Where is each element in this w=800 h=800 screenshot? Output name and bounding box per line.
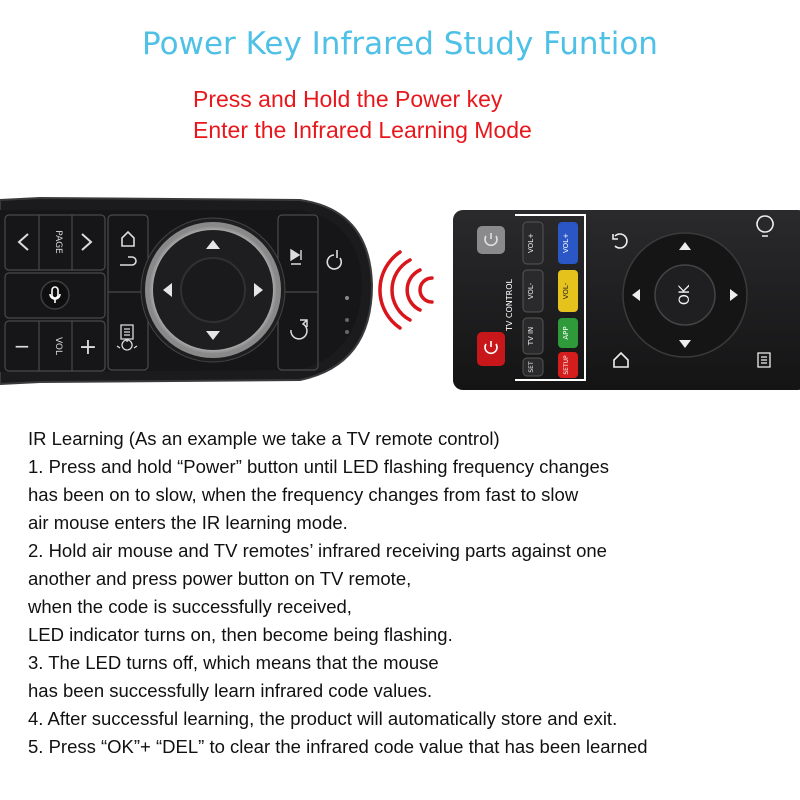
- instruction-line: air mouse enters the IR learning mode.: [28, 512, 348, 533]
- instruction-line: 3. The LED turns off, which means that the mouse: [28, 652, 439, 673]
- instruction-line: has been on to slow, when the frequency changes from fast to slow: [28, 484, 579, 505]
- subtitle-line-2: Enter the Infrared Learning Mode: [193, 117, 532, 143]
- instruction-line: has been successfully learn infrared code values.: [28, 680, 433, 701]
- instruction-line: another and press power button on TV remote,: [28, 568, 412, 589]
- vol-plus-label: +: [78, 335, 98, 360]
- instruction-line: 5. Press “OK”+ “DEL” to clear the infrared code value that has been learned: [28, 736, 648, 757]
- instructions-heading: IR Learning (As an example we take a TV remote control): [28, 428, 500, 449]
- vol-minus-color-label: VOL-: [562, 282, 570, 300]
- instruction-line: LED indicator turns on, then become being flashing.: [28, 624, 453, 645]
- tv-vol-plus-label: VOL+: [527, 233, 535, 253]
- vol-label: VOL: [53, 336, 63, 356]
- tv-vol-minus-label: VOL-: [527, 282, 535, 300]
- remotes-illustration: [0, 170, 800, 410]
- tv-power-button[interactable]: [477, 332, 505, 366]
- page-label: PAGE: [53, 230, 63, 254]
- instruction-line: when the code is successfully received,: [28, 596, 352, 617]
- voice-button[interactable]: [41, 281, 69, 309]
- instruction-line: 4. After successful learning, the product will automatically store and exit.: [28, 708, 618, 729]
- vol-plus-color-label: VOL+: [562, 233, 570, 253]
- instruction-line: 2. Hold air mouse and TV remotes’ infrared receiving parts against one: [28, 540, 607, 561]
- led-indicator: [345, 296, 349, 300]
- tv-learn-power-button[interactable]: [477, 226, 505, 254]
- page-title: Power Key Infrared Study Funtion: [142, 26, 658, 62]
- tv-control-label: TV CONTROL: [505, 279, 514, 331]
- infrared-signal-icon: [380, 252, 432, 328]
- tv-remote: [453, 210, 800, 390]
- ok-button[interactable]: [181, 258, 245, 322]
- ir-learning-instructions: [28, 425, 793, 761]
- tv-set-label: SET: [528, 361, 535, 373]
- tv-in-label: TV IN: [527, 326, 535, 346]
- vol-minus-label: −: [13, 334, 31, 358]
- instruction-line: 1. Press and hold “Power” button until LED flashing frequency changes: [28, 456, 610, 477]
- air-mouse-remote: [0, 198, 372, 384]
- tv-ok-label: OK: [677, 284, 693, 306]
- subtitle-line-1: Press and Hold the Power key: [193, 86, 503, 112]
- setup-label: SETUP: [563, 355, 570, 375]
- app-label: APP: [562, 326, 570, 340]
